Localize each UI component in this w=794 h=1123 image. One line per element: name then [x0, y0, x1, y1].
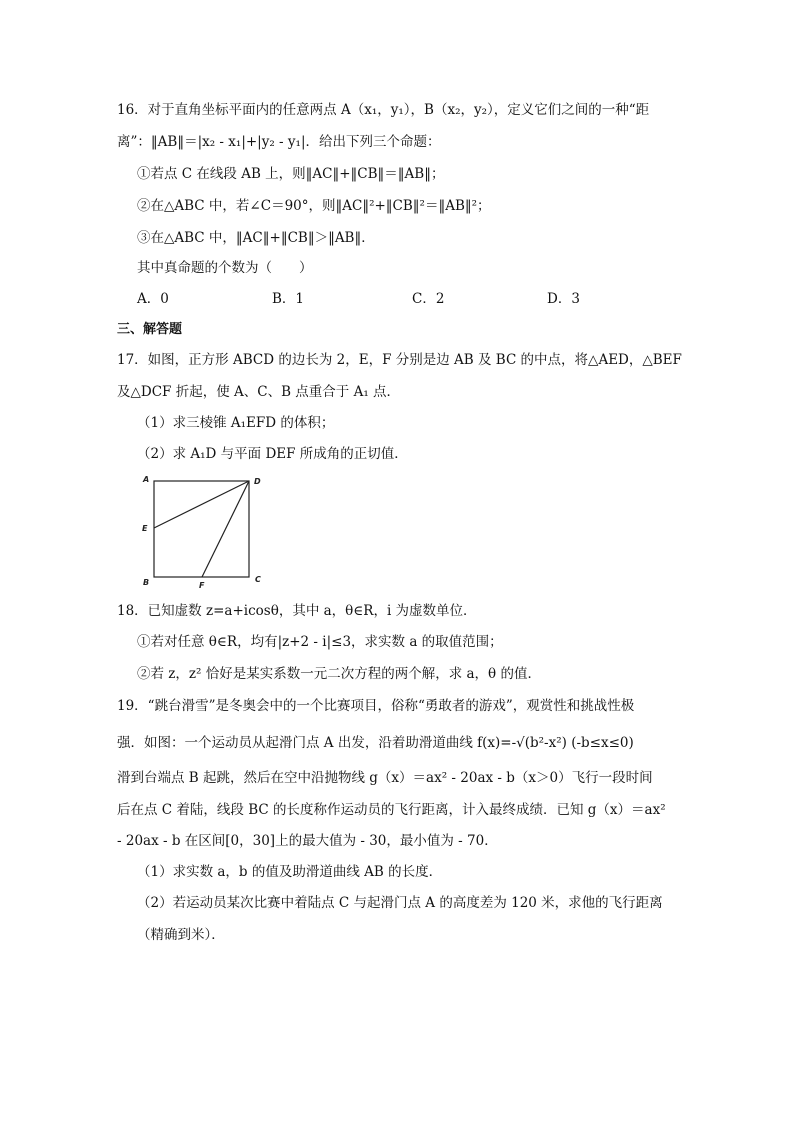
q19-line-1: 19．“跳台滑雪”是冬奥会中的一个比赛项目，俗称“勇敢者的游戏”，观赏性和挑战性极 — [117, 698, 635, 714]
label-d: D — [254, 477, 261, 486]
q19-line-4: 后在点 C 着陆，线段 BC 的长度称作运动员的飞行距离，计入最终成绩．已知 g（x）＝ax² — [117, 802, 666, 818]
q19-part-2: （2）若运动员某次比赛中着陆点 C 与起滑门点 A 的高度差为 120 米，求他的飞行距离 — [137, 895, 663, 911]
q17-line-1: 17．如图，正方形 ABCD 的边长为 2，E，F 分别是边 AB 及 BC 的中点，将△AED，△BEF — [117, 352, 682, 368]
label-a: A — [143, 475, 150, 484]
q16-proposition-1: ①若点 C 在线段 AB 上，则‖AC‖+‖CB‖＝‖AB‖； — [137, 166, 445, 182]
q16-line-2: 离”：‖AB‖＝|x₂ - x₁|+|y₂ - y₁|．给出下列三个命题： — [117, 134, 441, 150]
label-f: F — [199, 581, 205, 590]
label-b: B — [143, 578, 150, 587]
q16-line-1: 16．对于直角坐标平面内的任意两点 A（x₁，y₁），B（x₂，y₂），定义它们之间的一种“距 — [117, 102, 650, 118]
q19-line-5: - 20ax - b 在区间[0，30]上的最大值为 - 30，最小值为 - 70． — [117, 833, 498, 849]
label-c: C — [255, 575, 261, 584]
q16-proposition-3: ③在△ABC 中，‖AC‖+‖CB‖＞‖AB‖． — [137, 230, 375, 246]
q18-line-1: 18．已知虚数 z=a+icosθ，其中 a，θ∈R，i 为虚数单位． — [117, 603, 477, 619]
q16-question: 其中真命题的个数为（ ） — [137, 260, 313, 276]
section-title: 三、解答题 — [117, 322, 183, 337]
square-abcd — [154, 481, 249, 577]
q17-part-1: （1）求三棱锥 A₁EFD 的体积； — [137, 415, 335, 431]
segment-fd — [202, 481, 249, 577]
q19-line-3: 滑到台端点 B 起跳，然后在空中沿抛物线 g（x）＝ax² - 20ax - b（x＞0）飞行一段时间 — [117, 770, 653, 786]
q19-line-2: 强．如图：一个运动员从起滑门点 A 出发，沿着助滑道曲线 f(x)=-√(b²-x²) (-b≤x≤0) — [117, 735, 634, 751]
segment-ed — [154, 481, 249, 528]
q16-proposition-2: ②在△ABC 中，若∠C＝90°，则‖AC‖²+‖CB‖²＝‖AB‖²； — [137, 198, 491, 214]
square-figure — [138, 472, 268, 592]
option-b: B．1 — [272, 291, 305, 307]
option-c: C．2 — [412, 291, 445, 307]
label-e: E — [142, 524, 148, 533]
q17-line-2: 及△DCF 折起，使 A、C、B 点重合于 A₁ 点． — [117, 384, 401, 400]
q17-part-2: （2）求 A₁D 与平面 DEF 所成角的正切值． — [137, 446, 408, 462]
q19-part-1: （1）求实数 a，b 的值及助滑道曲线 AB 的长度． — [137, 864, 443, 880]
q16-options — [137, 289, 617, 309]
q19-part-3: （精确到米）． — [137, 927, 225, 943]
q18-part-1: ①若对任意 θ∈R，均有|z+2 - i|≤3，求实数 a 的取值范围； — [137, 634, 503, 650]
option-a: A．0 — [137, 291, 169, 307]
q18-part-2: ②若 z，z² 恰好是某实系数一元二次方程的两个解，求 a，θ 的值． — [137, 666, 541, 682]
option-d: D．3 — [547, 291, 580, 307]
